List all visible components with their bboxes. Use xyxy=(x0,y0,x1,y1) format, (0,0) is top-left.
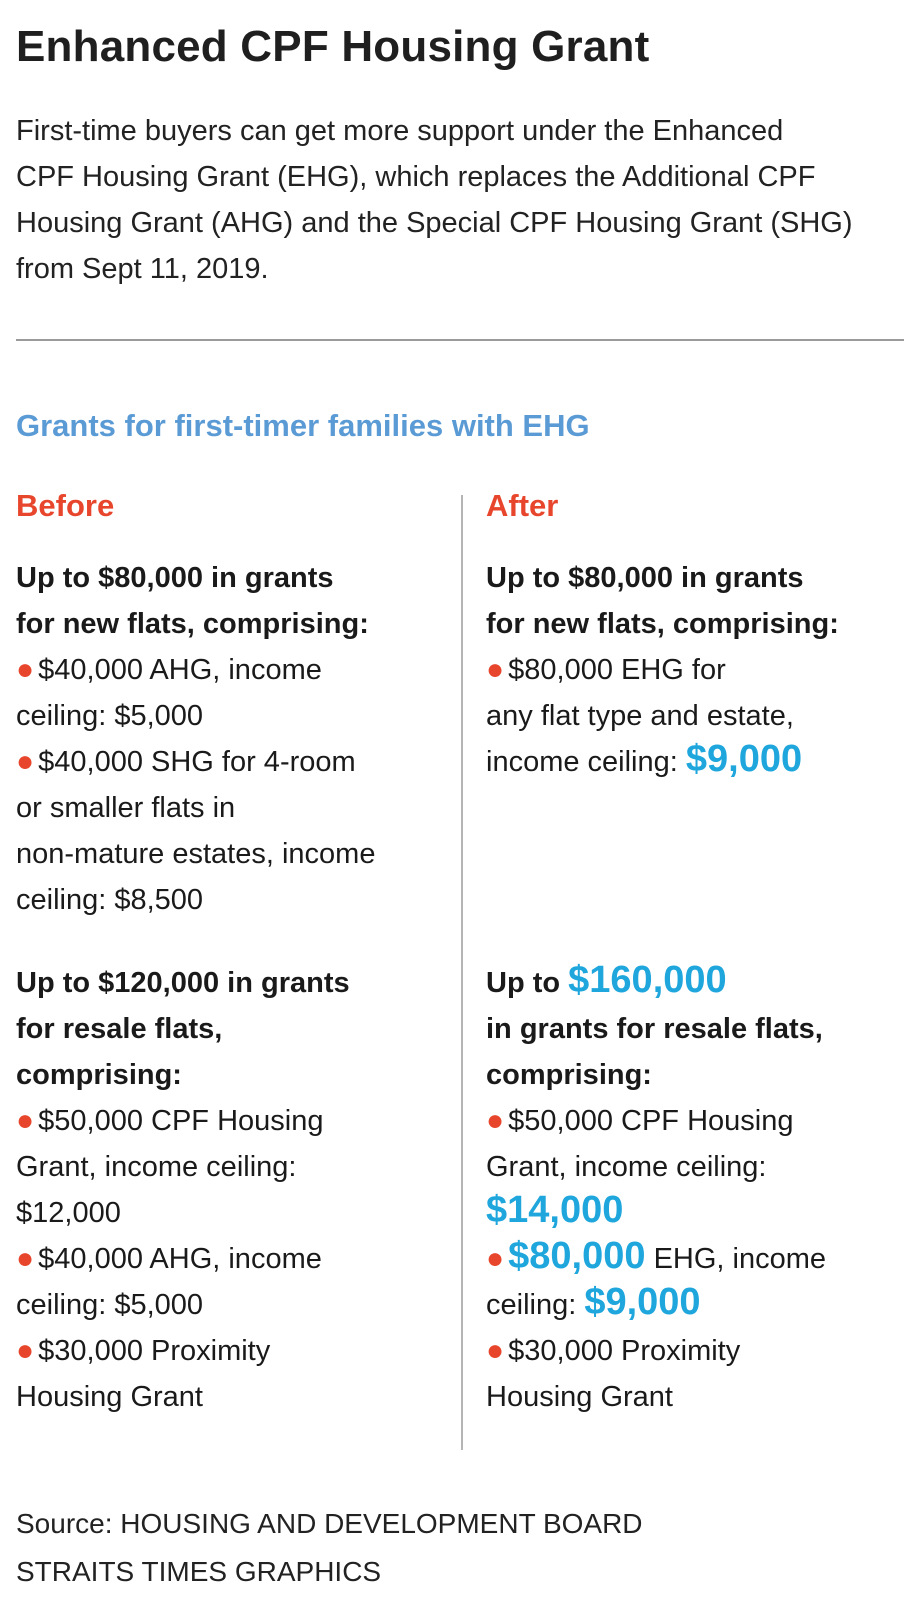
after-new-bullet-1 xyxy=(486,647,906,693)
after-resale-b1-value-line xyxy=(486,1190,906,1236)
bullet-text: $40,000 AHG, income xyxy=(38,1243,322,1275)
bullet-dot-icon: ● xyxy=(16,745,35,778)
after-resale-bullet-3 xyxy=(486,1328,906,1374)
highlight-value: $160,000 xyxy=(568,959,727,1001)
after-new-head-line: Up to $80,000 in grants xyxy=(486,562,804,594)
bullet-dot-icon: ● xyxy=(16,1334,35,1367)
bullet-text: any flat type and estate, xyxy=(486,700,794,732)
bullet-text: ceiling: $5,000 xyxy=(16,700,204,732)
highlight-value: $80,000 xyxy=(508,1235,646,1277)
bullet-dot-icon: ● xyxy=(486,1334,505,1367)
bullet-text: $40,000 AHG, income xyxy=(38,654,322,686)
before-resale-flats xyxy=(16,960,436,1420)
source-credit xyxy=(16,1500,643,1596)
after-resale-head-line: comprising: xyxy=(486,1059,652,1091)
after-label: After xyxy=(486,488,559,523)
intro-line: Housing Grant (AHG) and the Special CPF Housing Grant (SHG) xyxy=(16,207,853,239)
intro-line: CPF Housing Grant (EHG), which replaces the Additional CPF xyxy=(16,161,816,193)
bullet-text: $30,000 Proximity xyxy=(508,1335,741,1367)
bullet-dot-icon: ● xyxy=(16,1104,35,1137)
bullet-text: $50,000 CPF Housing xyxy=(508,1105,794,1137)
head-text: Up to xyxy=(486,967,561,999)
bullet-text: Housing Grant xyxy=(16,1381,203,1413)
before-resale-head-line: for resale flats, xyxy=(16,1013,223,1045)
after-new-head-line: for new flats, comprising: xyxy=(486,608,839,640)
after-resale-head-line: in grants for resale flats, xyxy=(486,1013,823,1045)
bullet-text: EHG, income xyxy=(653,1243,827,1275)
before-new-head-line: Up to $80,000 in grants xyxy=(16,562,334,594)
before-label: Before xyxy=(16,488,115,523)
horizontal-rule xyxy=(16,339,904,341)
after-new-ceiling-line xyxy=(486,739,906,785)
page-title: Enhanced CPF Housing Grant xyxy=(16,22,650,71)
after-resale-head-line xyxy=(486,960,906,1006)
bullet-text: ceiling: xyxy=(486,1289,577,1321)
bullet-text: ceiling: $8,500 xyxy=(16,884,204,916)
after-new-flats xyxy=(486,555,906,785)
bullet-dot-icon: ● xyxy=(486,1104,505,1137)
before-resale-bullet-3 xyxy=(16,1328,436,1374)
highlight-value: $9,000 xyxy=(685,738,803,780)
highlight-value: $14,000 xyxy=(486,1189,624,1231)
after-resale-bullet-2 xyxy=(486,1236,906,1282)
before-new-bullet-2 xyxy=(16,739,436,785)
bullet-dot-icon: ● xyxy=(486,653,505,686)
bullet-text: $50,000 CPF Housing xyxy=(38,1105,324,1137)
bullet-text: or smaller flats in xyxy=(16,792,236,824)
before-resale-bullet-2 xyxy=(16,1236,436,1282)
intro-line: First-time buyers can get more support under the Enhanced xyxy=(16,115,784,147)
after-resale-b2-ceiling-line xyxy=(486,1282,906,1328)
bullet-text: non-mature estates, income xyxy=(16,838,376,870)
bullet-text: $80,000 EHG for xyxy=(508,654,726,686)
bullet-text: $40,000 SHG for 4-room xyxy=(38,746,356,778)
intro-paragraph xyxy=(16,108,896,292)
before-new-head-line: for new flats, comprising: xyxy=(16,608,369,640)
after-resale-flats xyxy=(486,960,906,1420)
bullet-dot-icon: ● xyxy=(16,653,35,686)
source-line: Source: HOUSING AND DEVELOPMENT BOARD xyxy=(16,1508,643,1539)
bullet-text: ceiling: $5,000 xyxy=(16,1289,204,1321)
before-resale-bullet-1 xyxy=(16,1098,436,1144)
intro-line: from Sept 11, 2019. xyxy=(16,253,269,285)
bullet-text: $12,000 xyxy=(16,1197,121,1229)
section-subhead: Grants for first-timer families with EHG xyxy=(16,408,590,443)
bullet-text: Grant, income ceiling: xyxy=(16,1151,297,1183)
before-new-flats xyxy=(16,555,436,923)
before-resale-head-line: Up to $120,000 in grants xyxy=(16,967,350,999)
bullet-text: $30,000 Proximity xyxy=(38,1335,271,1367)
bullet-dot-icon: ● xyxy=(16,1242,35,1275)
after-resale-bullet-1 xyxy=(486,1098,906,1144)
before-resale-head-line: comprising: xyxy=(16,1059,182,1091)
credit-line: STRAITS TIMES GRAPHICS xyxy=(16,1556,382,1587)
bullet-text: Housing Grant xyxy=(486,1381,673,1413)
bullet-text: income ceiling: xyxy=(486,746,678,778)
bullet-dot-icon: ● xyxy=(486,1242,505,1275)
bullet-text: Grant, income ceiling: xyxy=(486,1151,767,1183)
highlight-value: $9,000 xyxy=(584,1281,701,1323)
column-divider xyxy=(461,495,463,1450)
before-new-bullet-1 xyxy=(16,647,436,693)
